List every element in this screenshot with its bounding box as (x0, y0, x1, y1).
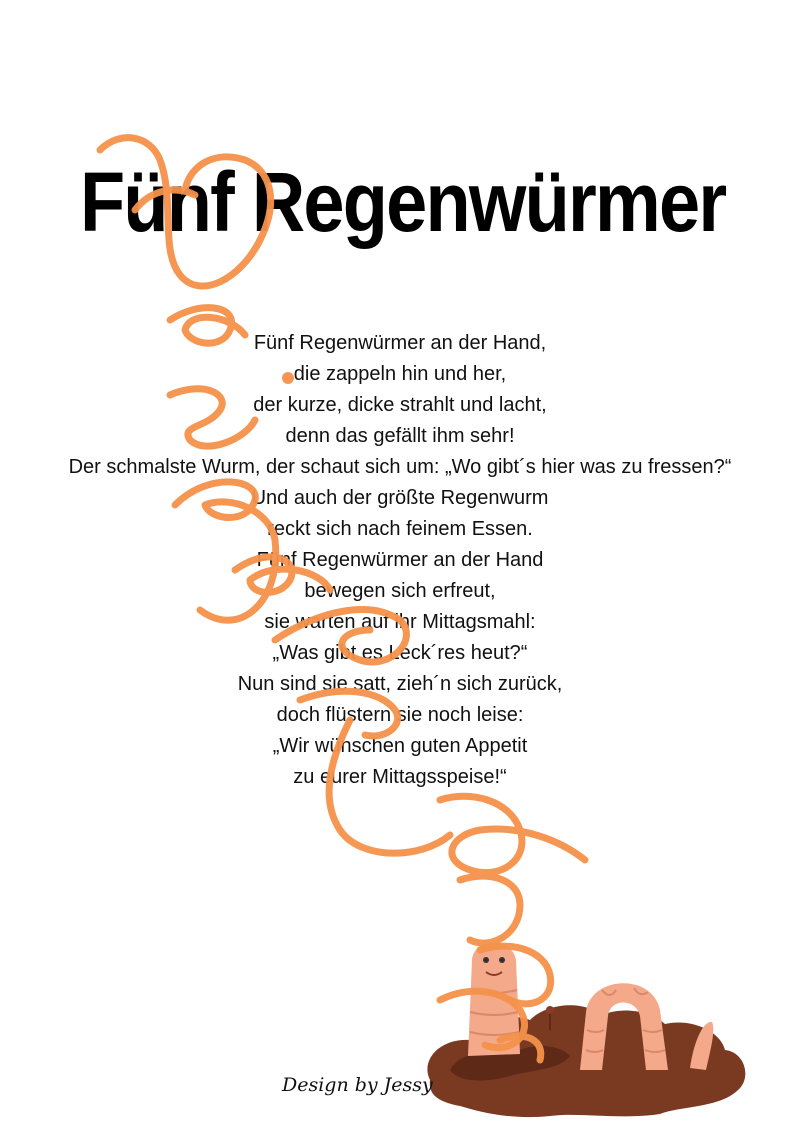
poem-line: „Was gibt es Leck´res heut?“ (272, 642, 528, 664)
worm-illustration (420, 920, 750, 1120)
poem-line: Der schmalste Wurm, der schaut sich um: „Wo gibt´s hier was zu fressen?“ (68, 456, 732, 478)
worm-eye (483, 957, 489, 963)
page-title: Fünf Regenwürmer (80, 155, 726, 250)
poem-line: zu eurer Mittagsspeise!“ (293, 766, 507, 788)
signature: Design by Jessy (282, 1074, 433, 1096)
poem-line: sie warten auf ihr Mittagsmahl: (264, 611, 536, 633)
poem-line: bewegen sich erfreut, (304, 580, 496, 602)
poem-line: reckt sich nach feinem Essen. (267, 518, 533, 540)
poem-line: die zappeln hin und her, (293, 363, 507, 385)
poem-line: der kurze, dicke strahlt und lacht, (253, 394, 547, 416)
poem-line: denn das gefällt ihm sehr! (285, 425, 515, 447)
worm-left (468, 943, 520, 1056)
poem-line: Fünf Regenwürmer an der Hand (256, 549, 544, 571)
poem-line: doch flüstern sie noch leise: (276, 704, 524, 726)
poem (0, 328, 800, 793)
poem-line: „Wir wünschen guten Appetit (272, 735, 528, 757)
poem-line: Nun sind sie satt, zieh´n sich zurück, (237, 673, 563, 695)
poem-line: Fünf Regenwürmer an der Hand, (253, 332, 547, 354)
worm-eye (499, 957, 505, 963)
poem-line: Und auch der größte Regenwurm (251, 487, 549, 509)
